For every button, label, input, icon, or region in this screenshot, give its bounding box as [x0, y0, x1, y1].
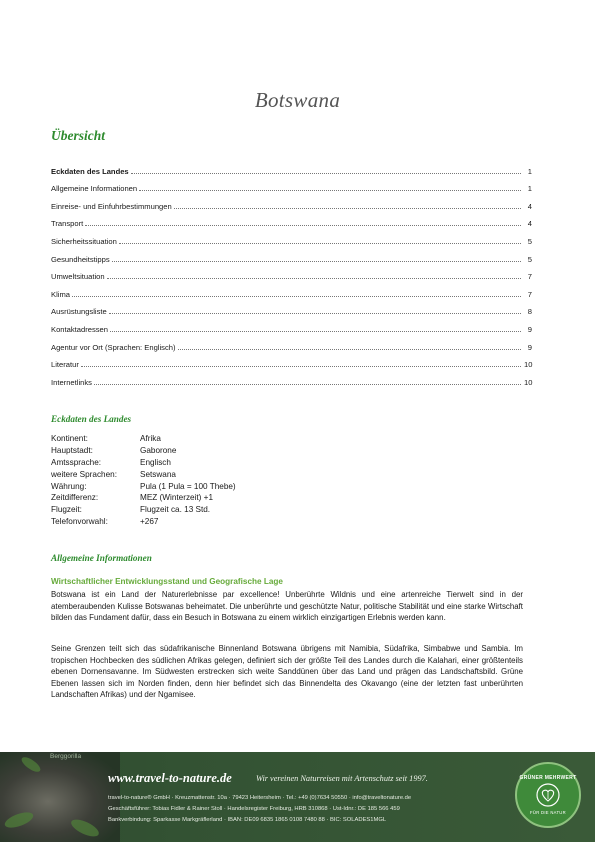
toc-entry[interactable] — [51, 334, 532, 352]
toc-entry[interactable] — [51, 211, 532, 229]
toc-leader — [131, 173, 521, 174]
table-of-contents — [51, 158, 532, 387]
heart-leaf-icon — [536, 783, 560, 807]
fact-row — [51, 492, 236, 504]
toc-entry-page: 10 — [524, 360, 533, 370]
leaf-shape — [69, 816, 101, 840]
subsection-heading: Wirtschaftlicher Entwicklungsstand und Geografische Lage — [51, 577, 283, 586]
toc-entry-page: 8 — [527, 307, 532, 317]
toc-entry[interactable] — [51, 352, 532, 370]
toc-leader — [107, 278, 521, 279]
leaf-shape — [3, 809, 35, 831]
fact-row — [51, 516, 236, 528]
toc-entry-label: Allgemeine Informationen — [51, 184, 138, 194]
fact-value: Pula (1 Pula = 100 Thebe) — [140, 481, 236, 491]
section-heading-eckdaten: Eckdaten des Landes — [51, 414, 132, 424]
toc-entry-label: Klima — [51, 289, 70, 299]
page-footer — [0, 752, 595, 842]
bank-details: Bankverbindung: Sparkasse Markgräflerland · IBAN: DE09 6835 1865 0108 7480 88 · BIC: SOLADES1MGL — [108, 817, 387, 823]
fact-row — [51, 469, 236, 481]
toc-leader — [110, 331, 521, 332]
toc-leader — [81, 366, 521, 367]
fact-list — [51, 433, 236, 528]
toc-entry-label: Gesundheitstipps — [51, 254, 110, 264]
toc-entry[interactable] — [51, 228, 532, 246]
toc-leader — [174, 208, 521, 209]
toc-entry-page: 9 — [527, 324, 532, 334]
fact-key: Kontinent: — [51, 434, 88, 443]
body-paragraph: Seine Grenzen teilt sich das südafrikanische Binnenland Botswana übrigens mit Namibia, Südafrika, Simbabwe und Sambia. Im tropischen Hochbecken des südlichen Afrikas gelegen, definiert sich der größte Teil des Landes durch die Kalahari, einer größtenteils ebenen Dornensavanne. Im Südwesten erstrecken sich weite Sanddünen über das Land und prägen das Landschaftsbild. Grüne Ebenen lassen sich im Norden finden, denn hier befindet sich das Binnendelta des Okavango (eine der letzten fast unberührten Landschaften Afrikas) und der Ngamisee. — [51, 644, 523, 700]
badge-bottom-text: FÜR DIE NATUR — [530, 810, 566, 815]
fact-value: Afrika — [140, 434, 161, 443]
fact-value: Setswana — [140, 469, 176, 479]
toc-entry[interactable] — [51, 176, 532, 194]
toc-leader — [72, 296, 521, 297]
toc-entry-page: 4 — [527, 201, 532, 211]
toc-entry-label: Internetlinks — [51, 377, 92, 387]
fact-value: Gaborone — [140, 445, 177, 455]
fact-key: Hauptstadt: — [51, 445, 93, 455]
toc-entry[interactable] — [51, 316, 532, 334]
fact-key: Amtssprache: — [51, 457, 102, 467]
toc-entry-label: Literatur — [51, 360, 79, 370]
company-address: travel-to-nature® GmbH · Kreuzmattenstr. 10a · 79423 Heitersheim · Tel.: +49 (0)7634 50550 · info@traveltonature.de — [108, 795, 412, 801]
document-title: Botswana — [254, 88, 341, 112]
toc-entry-label: Transport — [51, 219, 84, 229]
photo-caption: Berggorilla — [50, 753, 82, 760]
toc-entry-label: Einreise- und Einfuhrbestimmungen — [51, 201, 172, 211]
fact-row — [51, 504, 236, 516]
toc-leader — [94, 384, 521, 385]
body-paragraph: Botswana ist ein Land der Naturerlebnisse par excellence! Unberührte Wildnis und eine artenreiche Tierwelt sind in der atemberaubenden Kulisse Botswanas beheimatet. Die unberührte und geschützte Natur, politische Stabilität und eine starke Wirtschaft bilden das Fundament dafür, dass ein Besuch in Botswana zu einem wirklich einzigartigen Erlebnis werden kann. — [51, 590, 523, 623]
toc-leader — [85, 225, 521, 226]
toc-entry-label: Sicherheitssituation — [51, 236, 117, 246]
fact-value: +267 — [140, 517, 159, 527]
toc-entry[interactable] — [51, 158, 532, 176]
toc-entry-label: Ausrüstungsliste — [51, 307, 107, 317]
toc-entry-page: 1 — [527, 166, 532, 176]
toc-leader — [112, 261, 521, 262]
overview-heading: Übersicht — [51, 128, 105, 143]
company-registration: Geschäftsführer: Tobias Fidler & Rainer Stoll · Handelsregister Freiburg, HRB 310868 · Ust-Idnr.: DE 185 566 459 — [108, 806, 400, 812]
toc-entry[interactable] — [51, 246, 532, 264]
toc-entry[interactable] — [51, 264, 532, 282]
toc-entry-page: 10 — [524, 377, 533, 387]
fact-row — [51, 457, 236, 469]
toc-entry-label: Umweltsituation — [51, 272, 105, 282]
company-slogan: Wir vereinen Naturreisen mit Artenschutz seit 1997. — [256, 774, 428, 783]
fact-key: Währung: — [51, 481, 87, 491]
fact-key: Flugzeit: — [51, 505, 82, 515]
toc-leader — [119, 243, 521, 244]
green-value-badge — [515, 762, 581, 828]
fact-key: Zeitdifferenz: — [51, 493, 99, 503]
toc-leader — [139, 190, 521, 191]
fact-key: weitere Sprachen: — [51, 469, 117, 479]
section-heading-allgemein: Allgemeine Informationen — [51, 553, 152, 563]
toc-entry-page: 7 — [527, 289, 532, 299]
toc-entry-page: 5 — [527, 236, 532, 246]
toc-entry-page: 5 — [527, 254, 532, 264]
toc-entry[interactable] — [51, 369, 532, 387]
toc-leader — [178, 349, 521, 350]
toc-entry-page: 7 — [527, 272, 532, 282]
fact-row — [51, 445, 236, 457]
fact-value: MEZ (Winterzeit) +1 — [140, 493, 214, 503]
gorilla-photo — [0, 752, 120, 842]
toc-entry[interactable] — [51, 193, 532, 211]
toc-entry-page: 1 — [527, 184, 532, 194]
toc-leader — [109, 313, 521, 314]
toc-entry-label: Eckdaten des Landes — [51, 166, 129, 176]
badge-top-text: GRÜNER MEHRWERT — [519, 775, 577, 781]
leaf-shape — [19, 755, 42, 775]
fact-key: Telefonvorwahl: — [51, 517, 108, 527]
toc-entry-page: 9 — [527, 342, 532, 352]
fact-value: Flugzeit ca. 13 Std. — [140, 505, 211, 515]
toc-entry[interactable] — [51, 299, 532, 317]
toc-entry-label: Kontaktadressen — [51, 324, 108, 334]
toc-entry[interactable] — [51, 281, 532, 299]
fact-row — [51, 433, 236, 445]
toc-entry-label: Agentur vor Ort (Sprachen: Englisch) — [51, 342, 176, 352]
fact-row — [51, 481, 236, 493]
toc-entry-page: 4 — [527, 219, 532, 229]
fact-value: Englisch — [140, 457, 171, 467]
website-link[interactable]: www.travel-to-nature.de — [108, 771, 232, 785]
